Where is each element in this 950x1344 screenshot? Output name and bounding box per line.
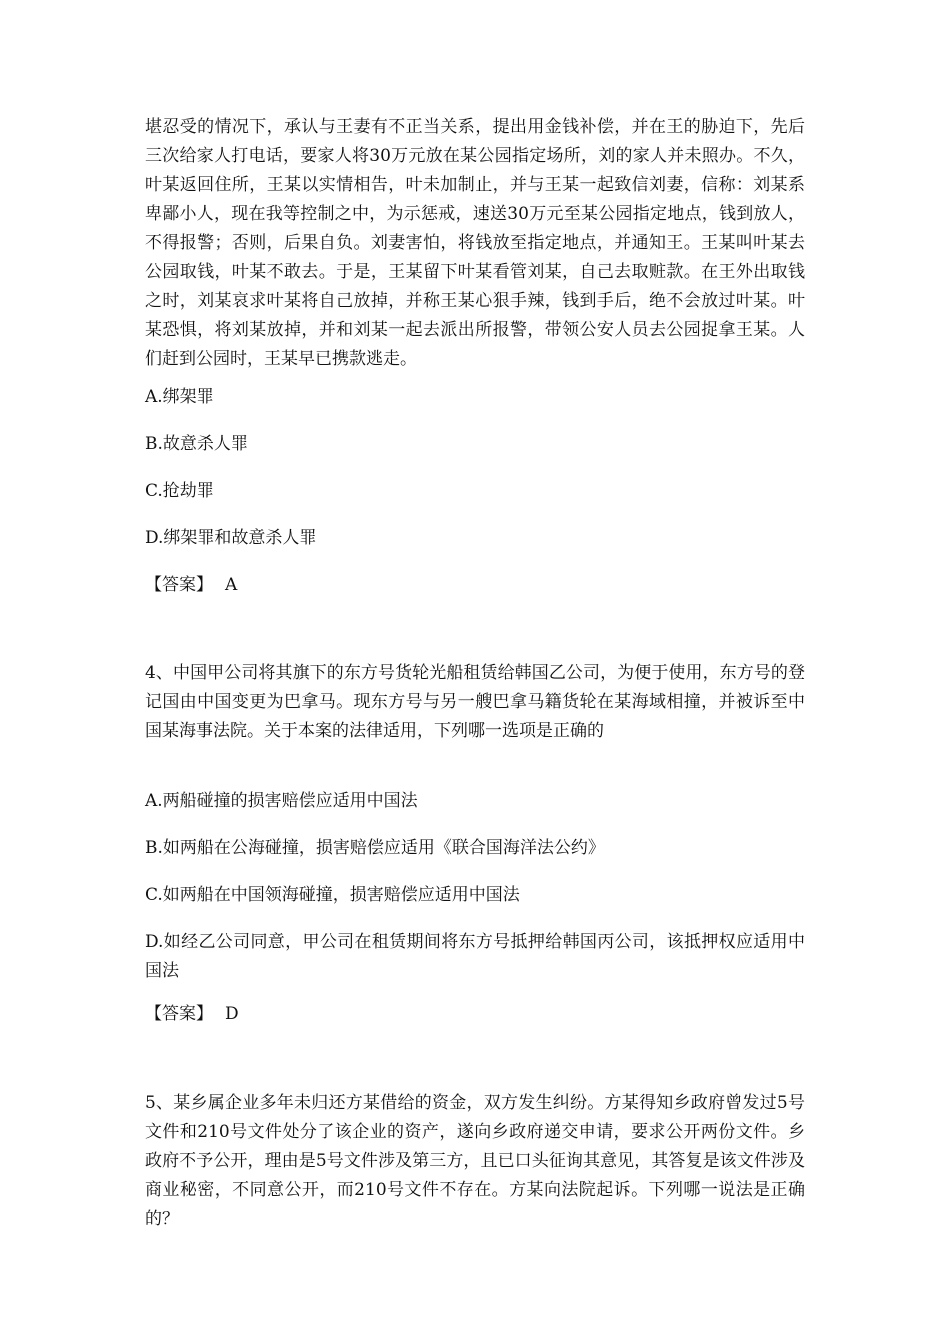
q4-answer-value: D (225, 1004, 239, 1024)
q4-stem: 4、中国甲公司将其旗下的东方号货轮光船租赁给韩国乙公司，为便于使用，东方号的登记国由中国变更为巴拿马。现东方号与另一艘巴拿马籍货轮在某海域相撞，并被诉至中国某海事法院。关于本案的法律适用，下列哪一选项是正确的 (145, 663, 805, 741)
q3-option-c: C.抢劫罪 (145, 481, 214, 501)
q3-answer (145, 571, 237, 600)
q3-answer-value: A (225, 575, 238, 595)
q4-answer-label: 【答案】 (145, 1004, 213, 1024)
q5-stem: 5、某乡属企业多年未归还方某借给的资金，双方发生纠纷。方某得知乡政府曾发过5号文件和210号文件处分了该企业的资产，遂向乡政府递交申请，要求公开两份文件。乡政府不予公开，理由是5号文件涉及第三方，且已口头征询其意见，其答复是该文件涉及商业秘密，不同意公开，而210号文件不存在。方某向法院起诉。下列哪一说法是正确的？ (145, 1093, 805, 1229)
q4-option-d: D.如经乙公司同意，甲公司在租赁期间将东方号抵押给韩国丙公司，该抵押权应适用中国法 (145, 932, 805, 981)
q3-option-a: A.绑架罪 (145, 387, 214, 407)
q3-option-b: B.故意杀人罪 (145, 434, 248, 454)
q3-option-d: D.绑架罪和故意杀人罪 (145, 528, 317, 548)
q4-answer (145, 1000, 239, 1029)
q4-option-c: C.如两船在中国领海碰撞，损害赔偿应适用中国法 (145, 885, 520, 905)
q3-answer-label: 【答案】 (145, 575, 213, 595)
q3-stem: 堪忍受的情况下，承认与王妻有不正当关系，提出用金钱补偿，并在王的胁迫下，先后三次给家人打电话，要家人将30万元放在某公园指定场所，刘的家人并未照办。不久，叶某返回住所，王某以实情相告，叶未加制止，并与王某一起致信刘妻，信称：刘某系卑鄙小人，现在我等控制之中，为示惩戒，速送30万元至某公园指定地点，钱到放人，不得报警；否则，后果自负。刘妻害怕，将钱放至指定地点，并通知王。王某叫叶某去公园取钱，叶某不敢去。于是，王某留下叶某看管刘某，自己去取赃款。在王外出取钱之时，刘某哀求叶某将自己放掉，并称王某心狠手辣，钱到手后，绝不会放过叶某。叶某恐惧，将刘某放掉，并和刘某一起去派出所报警，带领公安人员去公园捉拿王某。人们赶到公园时，王某早已携款逃走。 (145, 117, 805, 369)
q4-option-a: A.两船碰撞的损害赔偿应适用中国法 (145, 791, 418, 811)
q4-option-b: B.如两船在公海碰撞，损害赔偿应适用《联合国海洋法公约》 (145, 838, 605, 858)
